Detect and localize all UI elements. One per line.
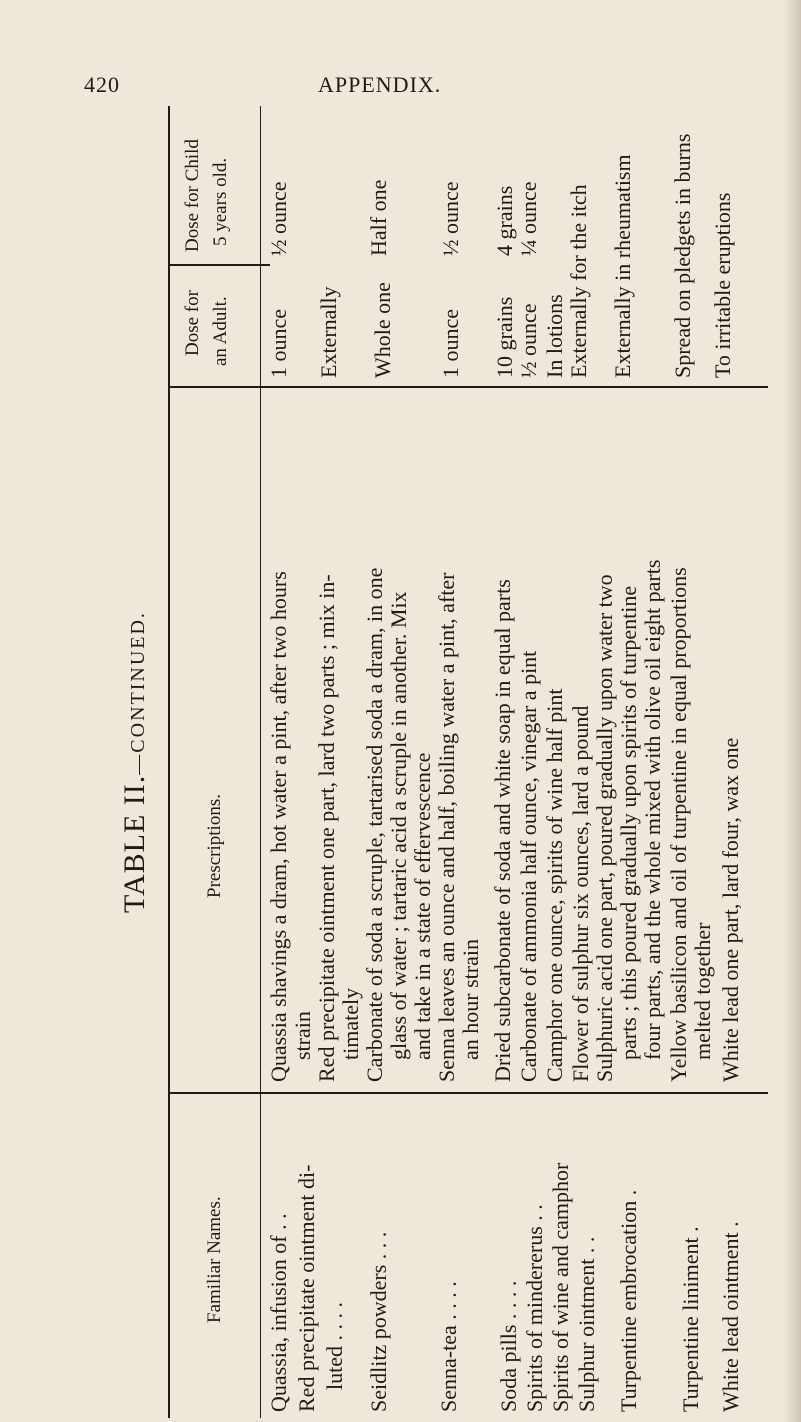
header-child-dose-line2: 5 years old. (210, 157, 231, 246)
familiar-line: Spirits of wine and camphor (548, 1162, 573, 1412)
adult-dose-line: Whole one (370, 282, 395, 378)
table-title-suffix: —CONTINUED. (127, 611, 149, 775)
adult-dose-line: Spread on pledgets in burns (670, 133, 695, 378)
rotated-table (118, 106, 768, 1418)
child-dose-column (168, 106, 768, 256)
prescription-line: Camphor one ounce, spirits of wine half pint (542, 688, 567, 1082)
prescription-line: Dried subcarbonate of soda and white soap in equal parts (490, 579, 515, 1082)
column-rule-2 (168, 387, 768, 389)
prescription-line: Carbonate of soda a scruple, tartarised soda a dram, in one (362, 567, 387, 1082)
adult-dose-line: 1 ounce (438, 308, 463, 378)
adult-dose-line: Externally in rheumatism (610, 154, 635, 378)
child-dose-line: ¼ ounce (516, 181, 541, 256)
adult-dose-line: Externally (316, 286, 341, 378)
prescription-line: White lead one part, lard four, wax one (718, 737, 743, 1082)
running-head: APPENDIX. (318, 72, 442, 97)
prescription-line: Carbonate of ammonia half ounce, vinegar a pint (516, 650, 541, 1082)
table-title: TABLE II. (118, 774, 151, 913)
header-child-dose-line1: Dose for Child (182, 139, 203, 252)
table-caption (118, 106, 152, 1418)
adult-dose-line: ½ ounce (516, 303, 541, 378)
child-dose-line: ½ ounce (438, 181, 463, 256)
familiar-names-column (168, 1102, 768, 1412)
familiar-line: Turpentine embrocation . (616, 1189, 641, 1412)
familiar-line: Sulphur ointment . . (574, 1236, 599, 1412)
prescription-line: Red precipitate ointment one part, lard two parts ; mix in- (314, 574, 339, 1082)
prescription-line: Sulphuric acid one part, poured gradually upon water two (592, 574, 617, 1082)
prescription-line: parts ; this poured gradually upon spirits of turpentine (616, 585, 641, 1060)
familiar-line: White lead ointment . (718, 1221, 743, 1412)
header-adult-dose-line2: an Adult. (210, 296, 231, 366)
prescriptions-column (168, 392, 768, 1082)
page-edge-shadow (783, 0, 801, 1422)
familiar-line: Red precipitate ointment di- (294, 1164, 319, 1412)
adult-dose-line: In lotions (542, 294, 567, 378)
familiar-line: Seidlitz powders . . . (366, 1231, 391, 1412)
prescription-line: Senna leaves an ounce and half, boiling water a pint, after (434, 572, 459, 1082)
familiar-line: luted . . . . (322, 1302, 347, 1390)
header-prescriptions: Prescriptions. (204, 794, 225, 898)
familiar-line: Soda pills . . . . (496, 1280, 521, 1412)
adult-dose-line: To irritable eruptions (710, 192, 735, 378)
prescription-line: Yellow basilicon and oil of turpentine in equal proportions (666, 567, 691, 1082)
familiar-line: Spirits of mindererus . . (522, 1204, 547, 1412)
header-familiar-names: Familiar Names. (204, 1196, 225, 1323)
familiar-line: Turpentine liniment . (678, 1226, 703, 1412)
prescription-line: and take in a state of effervescence (410, 752, 435, 1060)
child-dose-line: Half one (366, 179, 391, 256)
familiar-line: Senna-tea . . . . (436, 1281, 461, 1412)
adult-dose-line: 10 grains (492, 296, 517, 378)
adult-dose-line: 1 ounce (266, 308, 291, 378)
column-rule-1 (168, 1093, 768, 1095)
prescription-line: glass of water ; tartaric acid a scruple in another. Mix (386, 591, 411, 1060)
prescription-line: four parts, and the whole mixed with olive oil eight parts (640, 559, 665, 1060)
header-adult-dose-line1: Dose for (182, 290, 203, 356)
prescription-line: Flower of sulphur six ounces, lard a pound (568, 705, 593, 1082)
child-dose-line: ½ ounce (266, 181, 291, 256)
prescription-line: timately (338, 987, 363, 1060)
familiar-line: Quassia, infusion of . . (266, 1213, 291, 1412)
prescription-line: an hour strain (458, 939, 483, 1060)
prescription-line: strain (290, 1011, 315, 1060)
prescription-line: melted together (690, 922, 715, 1060)
page-number: 420 (84, 72, 120, 97)
prescription-line: Quassia shavings a dram, hot water a pint, after two hours (266, 571, 291, 1082)
adult-dose-line: Externally for the itch (566, 184, 591, 378)
child-dose-line: 4 grains (492, 185, 517, 256)
